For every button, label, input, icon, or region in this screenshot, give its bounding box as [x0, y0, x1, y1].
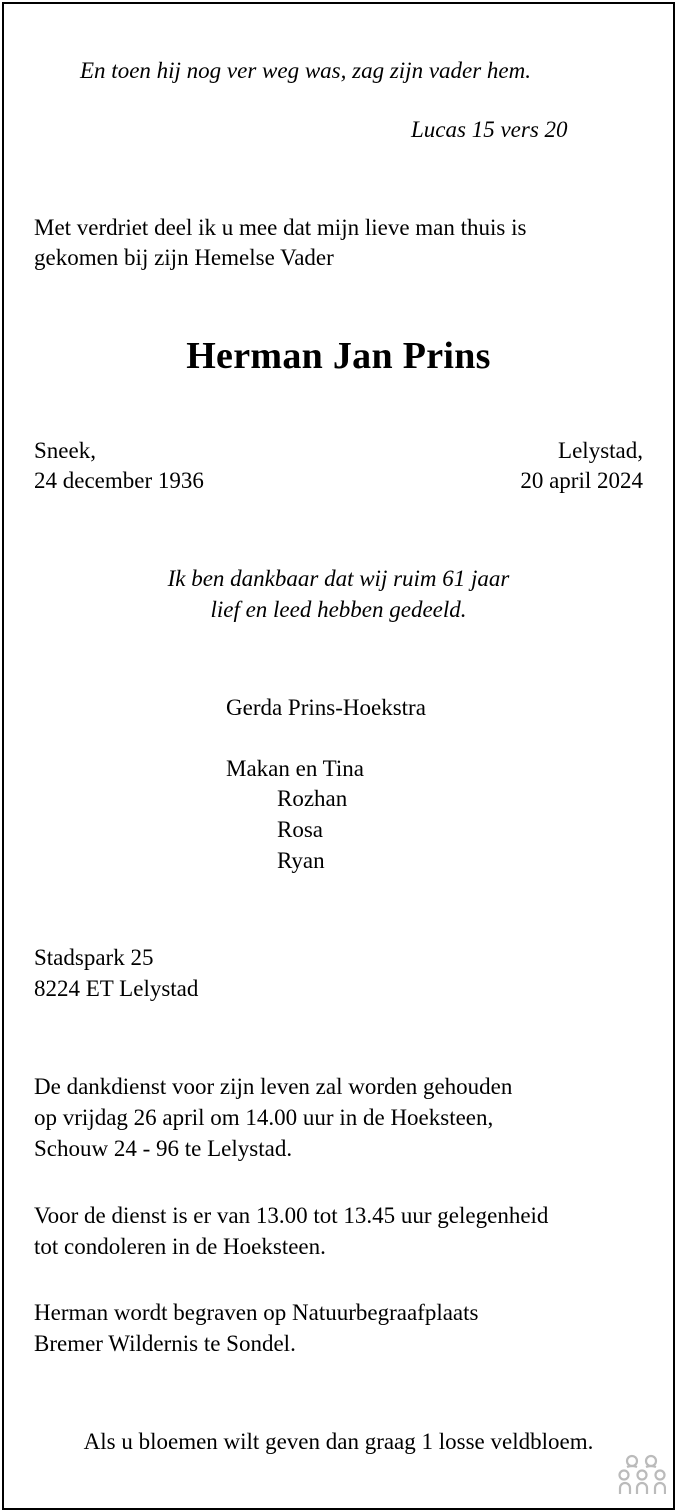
people-group-icon	[618, 1454, 666, 1496]
deceased-name: Herman Jan Prins	[186, 335, 491, 377]
address-city: 8224 ET Lelystad	[34, 976, 199, 1001]
grandchild-name: Rozhan	[277, 786, 348, 811]
burial-line-2: Bremer Wildernis te Sondel.	[34, 1331, 296, 1356]
quote-line-1: Ik ben dankbaar dat wij ruim 61 jaar	[167, 566, 510, 591]
grandchild-name: Rosa	[277, 817, 323, 842]
intro-line-2: gekomen bij zijn Hemelse Vader	[34, 245, 334, 270]
death-place: Lelystad,	[558, 438, 643, 463]
service-line-3: Schouw 24 - 96 te Lelystad.	[34, 1136, 293, 1161]
grandchild-name: Ryan	[277, 848, 325, 873]
address-street: Stadspark 25	[34, 945, 154, 970]
burial-line-1: Herman wordt begraven op Natuurbegraafplaats	[34, 1300, 479, 1325]
bible-verse: En toen hij nog ver weg was, zag zijn vader hem.	[80, 58, 532, 83]
intro-line-1: Met verdriet deel ik u mee dat mijn lieve man thuis is	[34, 215, 527, 240]
service-line-2: op vrijdag 26 april om 14.00 uur in de Hoeksteen,	[34, 1105, 494, 1130]
birth-date: 24 december 1936	[34, 468, 204, 493]
birth-place: Sneek,	[34, 438, 96, 463]
service-line-1: De dankdienst voor zijn leven zal worden gehouden	[34, 1074, 513, 1099]
child-names: Makan en Tina	[226, 756, 364, 781]
condolence-line-2: tot condoleren in de Hoeksteen.	[34, 1234, 326, 1259]
death-date: 20 april 2024	[520, 468, 643, 493]
condolence-line-1: Voor de dienst is er van 13.00 tot 13.45 uur gelegenheid	[34, 1203, 549, 1228]
flowers-request: Als u bloemen wilt geven dan graag 1 losse veldbloem.	[83, 1429, 594, 1454]
verse-reference: Lucas 15 vers 20	[411, 117, 568, 142]
quote-line-2: lief en leed hebben gedeeld.	[210, 597, 467, 622]
spouse-name: Gerda Prins-Hoekstra	[226, 695, 426, 720]
